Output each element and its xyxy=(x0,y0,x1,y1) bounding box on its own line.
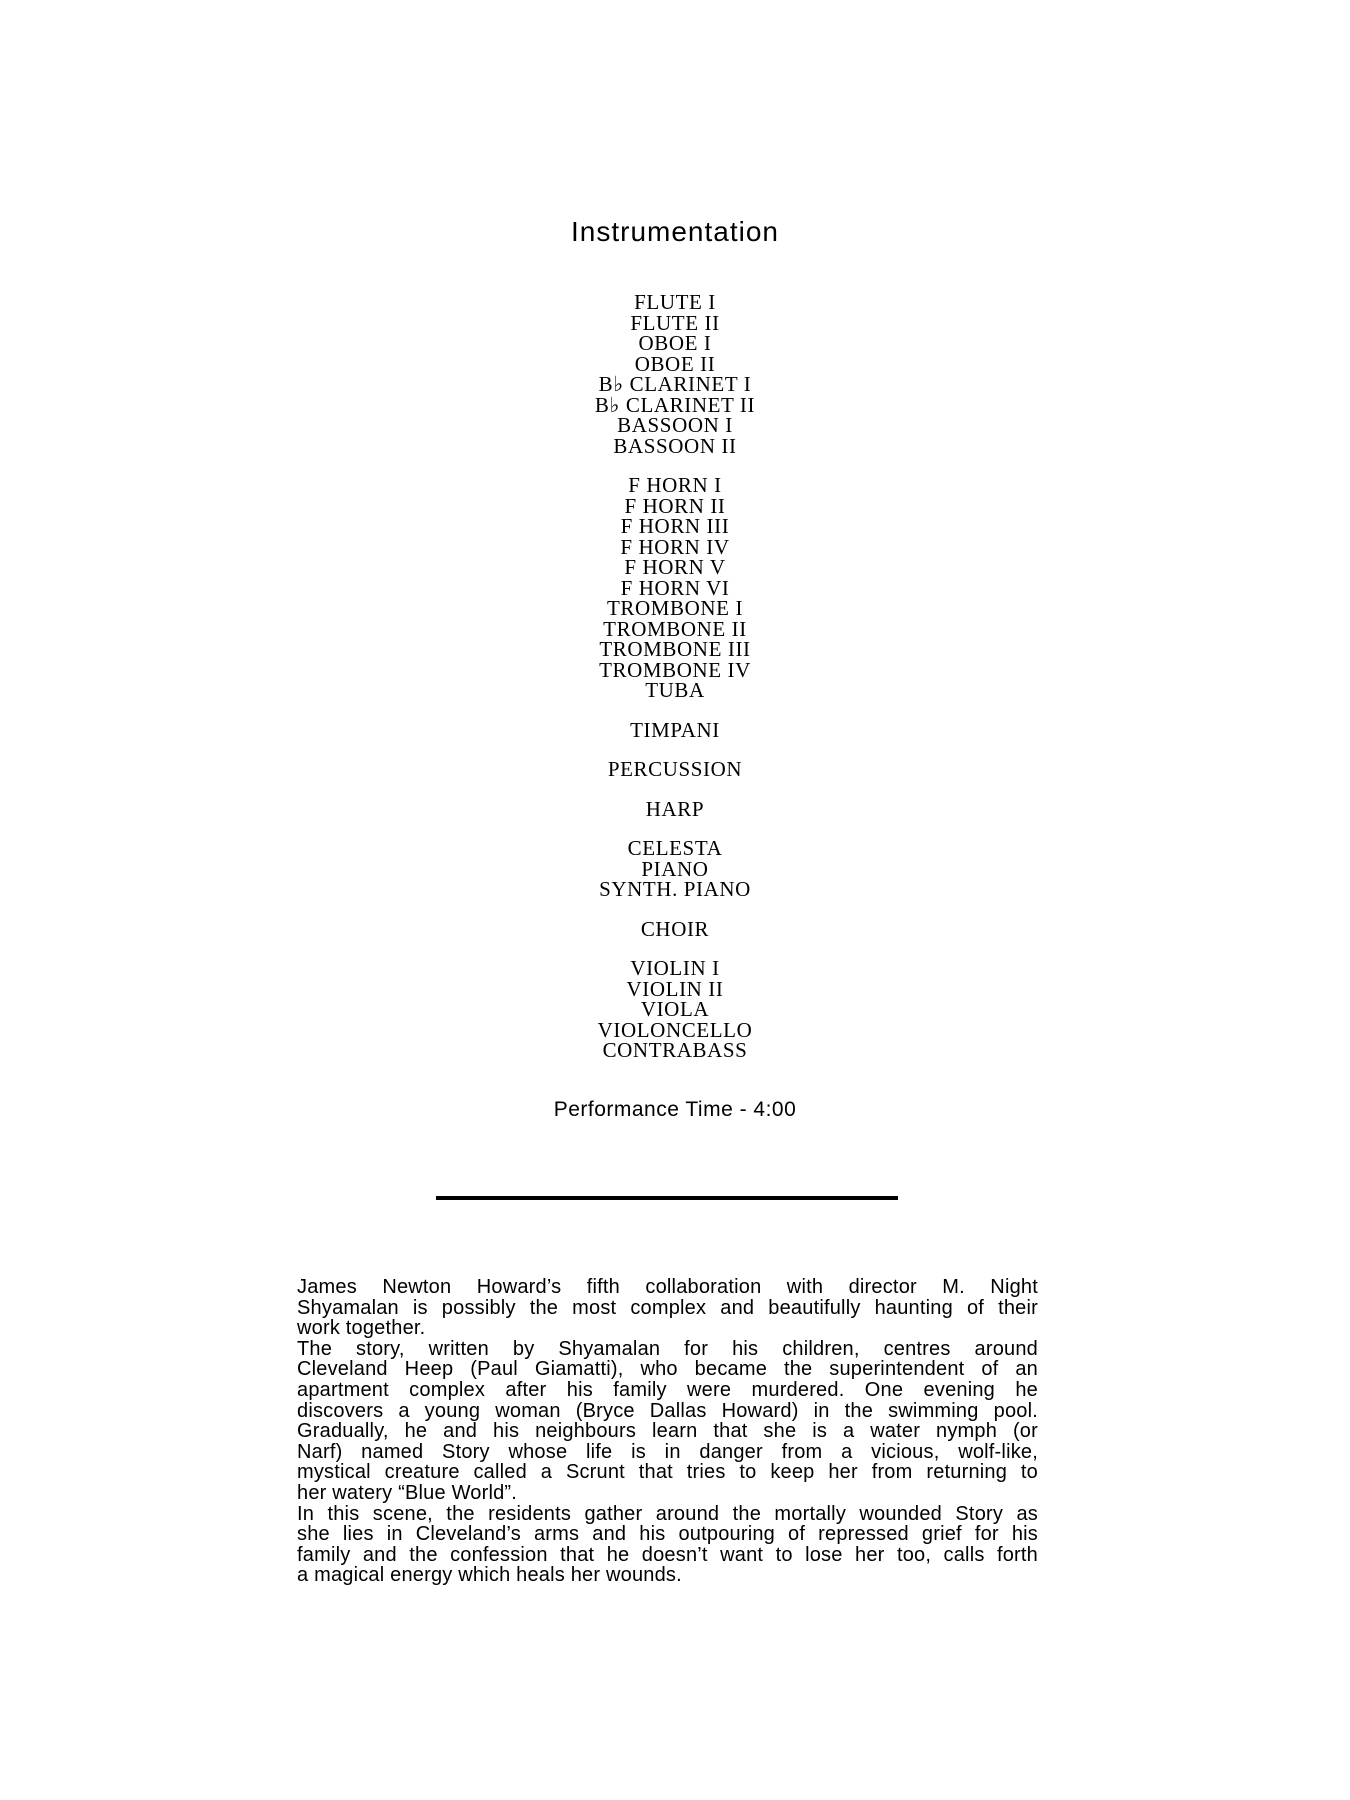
instrument-line: F HORN V xyxy=(624,555,726,579)
instrument-line: TROMBONE I xyxy=(606,596,744,620)
instrument-line: PERCUSSION xyxy=(607,757,743,781)
instrument-group-percussion xyxy=(0,759,1350,780)
page-title: Instrumentation xyxy=(571,216,779,247)
instrument-line: FLUTE I xyxy=(634,290,716,314)
instrument-line: OBOE II xyxy=(634,351,716,376)
program-note-line: mystical creature called a Scrunt that tries to keep her from returning to xyxy=(297,1461,1038,1484)
instrument-line: BASSOON I xyxy=(617,413,733,437)
program-note-line: The story, written by Shyamalan for his children, centres around xyxy=(297,1337,1038,1360)
program-note-paragraph xyxy=(297,1339,1038,1504)
instrument-line: OBOE I xyxy=(638,331,712,355)
instrument-group-keyboards xyxy=(0,838,1350,900)
instrument-list xyxy=(0,292,1350,1080)
performance-time: Performance Time - 4:00 xyxy=(553,1098,797,1121)
instrument-line: HARP xyxy=(645,796,705,821)
instrument-line: VIOLA xyxy=(640,997,710,1021)
program-note xyxy=(297,1277,1038,1586)
instrument-group-woodwinds xyxy=(0,292,1350,456)
instrument-line: VIOLIN I xyxy=(630,956,720,980)
program-note-line: apartment complex after his family were murdered. One evening he xyxy=(297,1378,1038,1401)
instrument-line: B♭ CLARINET I xyxy=(598,372,752,396)
program-note-line: Gradually, he and his neighbours learn that she is a water nymph (or xyxy=(297,1420,1038,1443)
program-note-line: Cleveland Heep (Paul Giamatti), who became the superintendent of an xyxy=(297,1358,1038,1381)
program-note-line: discovers a young woman (Bryce Dallas Howard) in the swimming pool. xyxy=(297,1399,1038,1422)
instrument-line: VIOLIN II xyxy=(626,976,724,1001)
instrument-line: CONTRABASS xyxy=(602,1038,748,1062)
instrument-line: TROMBONE II xyxy=(603,616,747,641)
instrument-line: SYNTH. PIANO xyxy=(599,877,751,901)
instrument-line: F HORN III xyxy=(620,514,730,538)
program-note-line: family and the confession that he doesn’t want to lose her too, calls forth xyxy=(297,1543,1038,1566)
program-note-line: Narf) named Story whose life is in danger from a vicious, wolf-like, xyxy=(297,1440,1038,1463)
program-note-paragraph xyxy=(297,1504,1038,1586)
program-note-line: a magical energy which heals her wounds. xyxy=(297,1564,682,1587)
program-note-line: work together. xyxy=(297,1317,426,1340)
instrument-group-harp xyxy=(0,796,1350,821)
instrument-line: F HORN II xyxy=(624,493,726,518)
program-note-line: James Newton Howard’s fifth collaboration with director M. Night xyxy=(297,1276,1038,1298)
instrument-line: B♭ CLARINET II xyxy=(594,392,756,417)
divider-rule xyxy=(436,1196,898,1200)
instrument-line: FLUTE II xyxy=(630,310,720,335)
instrument-line: F HORN VI xyxy=(620,575,730,600)
instrument-line: F HORN I xyxy=(628,473,722,497)
program-note-line: her watery “Blue World”. xyxy=(297,1481,518,1504)
instrument-group-choir xyxy=(0,916,1350,941)
instrument-line: PIANO xyxy=(641,856,709,881)
instrument-group-strings xyxy=(0,958,1350,1061)
program-note-line: she lies in Cleveland’s arms and his outpouring of repressed grief for his xyxy=(297,1523,1038,1546)
instrument-line: F HORN IV xyxy=(620,534,730,559)
instrument-group-brass xyxy=(0,475,1350,701)
instrument-line: TIMPANI xyxy=(630,717,720,742)
program-note-line: Shyamalan is possibly the most complex and beautifully haunting of their xyxy=(297,1296,1038,1319)
instrument-line: CHOIR xyxy=(640,916,710,941)
program-note-paragraph xyxy=(297,1277,1038,1339)
instrument-line: CELESTA xyxy=(627,836,723,860)
instrument-line: TROMBONE III xyxy=(599,637,751,661)
instrument-line: VIOLONCELLO xyxy=(597,1017,753,1042)
instrument-line: TROMBONE IV xyxy=(599,657,751,682)
instrument-line: BASSOON II xyxy=(613,433,737,458)
instrument-group-timpani xyxy=(0,717,1350,742)
instrument-line: TUBA xyxy=(645,678,705,702)
program-note-line: In this scene, the residents gather around the mortally wounded Story as xyxy=(297,1502,1038,1525)
